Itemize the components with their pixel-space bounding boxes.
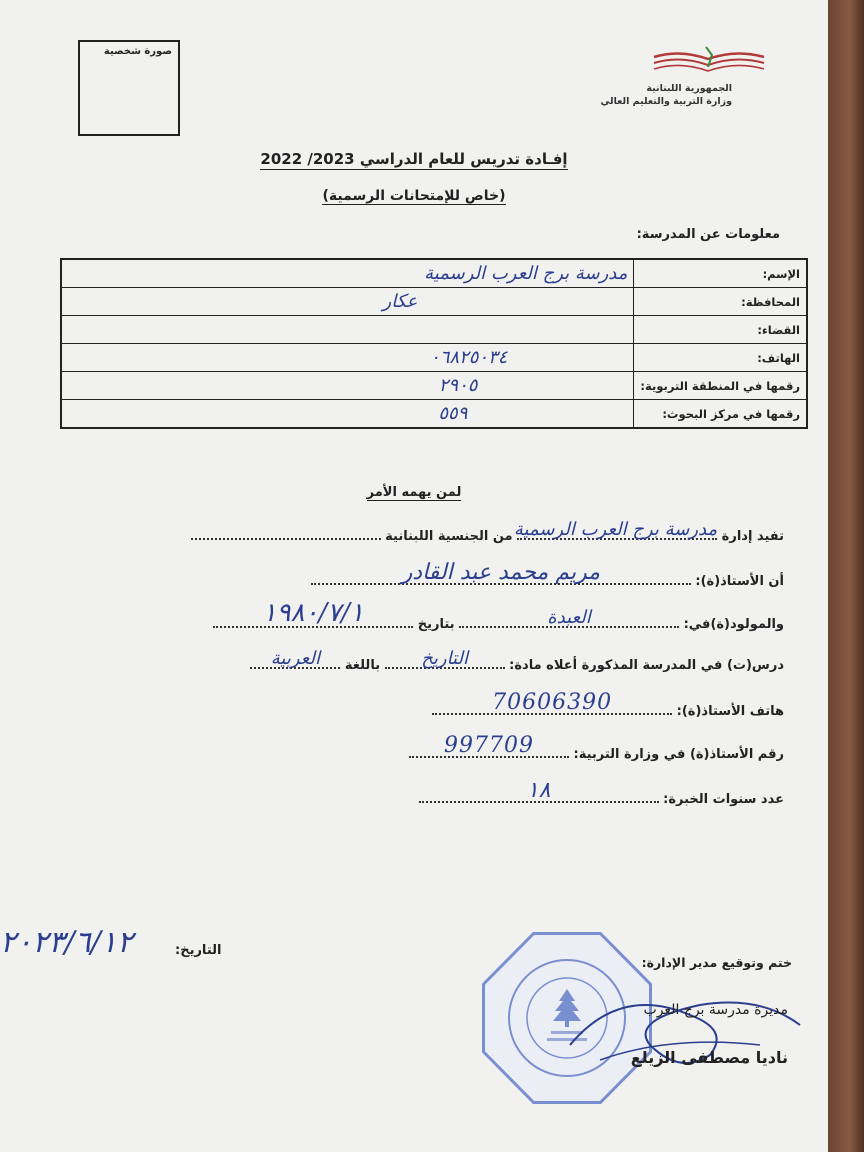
field-birthdate: ١٩٨٠/٧/١ [213, 610, 413, 628]
concern-heading: لمن يهمه الأمر [366, 485, 462, 500]
desk-edge [828, 0, 864, 1152]
field-teacher-phone: 70606390 [432, 697, 672, 715]
field-blank [191, 522, 381, 540]
form-line-birth [213, 598, 784, 632]
form-line-experience [419, 778, 784, 807]
school-info-table [60, 258, 808, 429]
form-line-subject [250, 648, 784, 673]
photo-label: صورة شخصية [103, 46, 172, 57]
row-value: عكار [61, 288, 634, 316]
field-ministry-number: 997709 [409, 740, 569, 758]
row-value: ٥٥٩ [61, 400, 634, 429]
line-label: تفيد إدارة [721, 529, 784, 544]
line-label: باللغة [344, 658, 381, 673]
row-label: القضاء: [634, 316, 807, 344]
director-title: مديرة مدرسة برج العرب [643, 1002, 788, 1018]
line-label: هاتف الأستاذ(ة): [676, 704, 784, 719]
line-label: من الجنسية اللبنانية [385, 529, 513, 544]
school-info-heading: معلومات عن المدرسة: [636, 227, 780, 242]
row-value: ٢٩٠٥ [61, 372, 634, 400]
line-label: رقم الأستاذ(ة) في وزارة التربية: [573, 747, 784, 762]
table-row [61, 344, 807, 372]
table-row [61, 400, 807, 429]
field-teacher-name: مريم محمد عبد القادر [311, 567, 691, 585]
line-label: بتاريخ [417, 617, 455, 632]
row-label: الإسم: [634, 259, 807, 288]
signature-label: ختم وتوقيع مدير الإدارة: [641, 955, 792, 970]
book-logo-icon [650, 45, 770, 81]
photo-box [78, 40, 180, 136]
table-row [61, 288, 807, 316]
ministry-line2: وزارة التربية والتعليم العالي [600, 96, 732, 107]
row-value: مدرسة برج العرب الرسمية [61, 259, 634, 288]
form-line-teacher [311, 560, 784, 589]
field-birthplace: العبدة [459, 610, 679, 628]
field-experience: ١٨ [419, 785, 659, 803]
row-label: رقمها في مركز البحوث: [634, 400, 807, 429]
field-language: العربية [250, 651, 340, 669]
director-name: ناديا مصطفى الزيلع [630, 1048, 788, 1067]
line-label: أن الأستاذ(ة): [695, 574, 784, 589]
line-label: والمولود(ة)في: [683, 617, 784, 632]
ministry-line1: الجمهورية اللبنانية [646, 83, 732, 94]
line-label: عدد سنوات الخبرة: [663, 792, 784, 807]
ministry-logo [600, 45, 770, 115]
table-row [61, 316, 807, 344]
row-value [61, 316, 634, 344]
row-label: رقمها في المنطقة التربوية: [634, 372, 807, 400]
form-line-administration [191, 519, 784, 544]
table-row [61, 372, 807, 400]
date-value: ٢٠٢٣/٦/١٢ [0, 925, 134, 960]
date-label: التاريخ: [175, 943, 222, 958]
row-label: المحافظة: [634, 288, 807, 316]
form-line-phone [432, 690, 784, 719]
table-row [61, 259, 807, 288]
document-subtitle: (خاص للإمتحانات الرسمية) [322, 188, 506, 204]
director-signature [560, 975, 830, 1085]
row-value: ٠٦٨٢٥٠٣٤ [61, 344, 634, 372]
form-line-ministry-number [409, 733, 784, 762]
line-label: درس(ت) في المدرسة المذكورة أعلاه مادة: [509, 658, 784, 673]
field-school: مدرسة برج العرب الرسمية [513, 519, 718, 540]
field-subject: التاريخ [385, 651, 505, 669]
document-title: إفـادة تدريس للعام الدراسي 2023/ 2022 [260, 150, 568, 168]
row-label: الهاتف: [634, 344, 807, 372]
